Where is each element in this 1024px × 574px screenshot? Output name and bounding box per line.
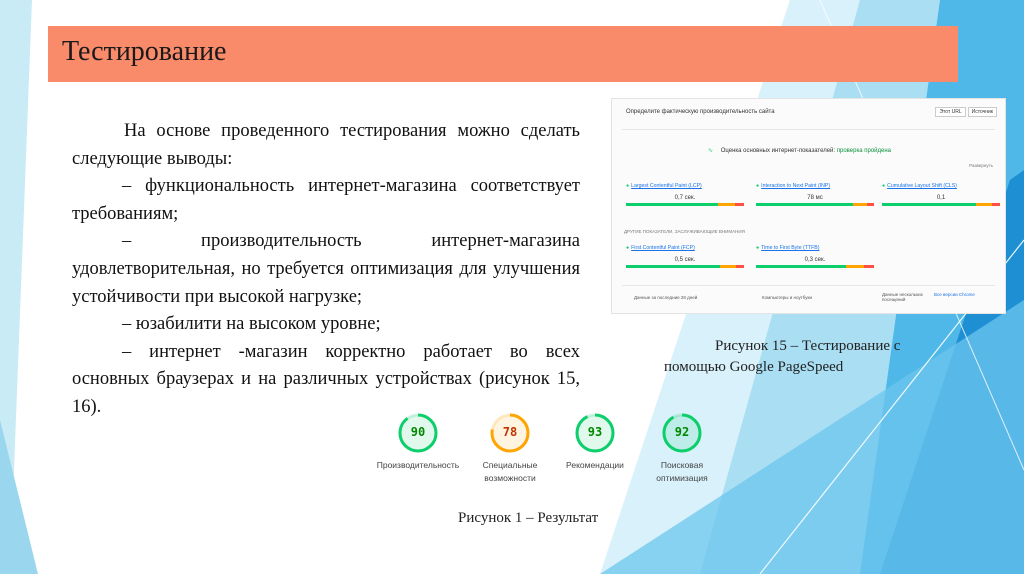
- title-bar: [48, 26, 958, 82]
- bar-segment: [882, 203, 976, 206]
- metric-value: 0,5 сек.: [674, 257, 696, 263]
- pagespeed-header: Определите фактическую производительность сайта: [626, 109, 775, 115]
- metric-inp: [756, 183, 874, 206]
- score-value: 78: [502, 425, 518, 439]
- footer-chrome[interactable]: Все версии Chrome: [934, 292, 975, 297]
- pagespeed-header-buttons: [935, 107, 997, 117]
- score-gauge: [397, 412, 439, 454]
- figure-1-caption: Рисунок 1 – Результат: [458, 510, 599, 526]
- lighthouse-scores: [376, 412, 726, 492]
- source-button[interactable]: Источник: [968, 107, 997, 117]
- paragraph-performance: – производительность интернет-магазина удовлетворительная, но требуется оптимизация для улучшения устойчивости при высокой нагрузке;: [72, 231, 580, 307]
- metric-value: 0,7 сек.: [674, 195, 696, 201]
- score-accessibility: [462, 412, 558, 485]
- metric-cls: [882, 183, 1000, 206]
- score-seo: [634, 412, 730, 485]
- score-best-practices: [547, 412, 643, 472]
- bar-segment: [853, 203, 867, 206]
- score-gauge: [489, 412, 531, 454]
- other-metrics-heading: ДРУГИЕ ПОКАЗАТЕЛИ, ЗАСЛУЖИВАЮЩИЕ ВНИМАНИЯ: [624, 229, 745, 234]
- bar-segment: [736, 265, 744, 268]
- metric-bar: [756, 265, 874, 268]
- slide-title: Тестирование: [62, 36, 227, 67]
- footer-period: Данные за последние 28 дней: [634, 295, 698, 300]
- paragraph-usability: – юзабилити на высоком уровне;: [122, 314, 381, 335]
- score-performance: [370, 412, 466, 472]
- score-gauge: [574, 412, 616, 454]
- metric-bar: [882, 203, 1000, 206]
- divider: [622, 285, 995, 286]
- metric-label[interactable]: ● Time to First Byte (TTFB): [756, 245, 874, 251]
- bar-segment: [735, 203, 744, 206]
- bar-segment: [626, 203, 718, 206]
- metric-bar: [626, 203, 744, 206]
- bar-segment: [976, 203, 991, 206]
- expand-link[interactable]: Развернуть: [969, 163, 993, 168]
- metric-bar: [756, 203, 874, 206]
- bar-segment: [867, 203, 874, 206]
- metric-value: 0,3 сек.: [804, 257, 826, 263]
- score-label: Рекомендации: [566, 460, 624, 470]
- bar-segment: [720, 265, 735, 268]
- metric-label[interactable]: ● Largest Contentful Paint (LCP): [626, 183, 744, 189]
- figure-15-caption: [664, 336, 900, 378]
- pulse-icon: ∿: [708, 148, 714, 154]
- metric-value: 78 мс: [807, 195, 823, 201]
- paragraph-intro: На основе проведенного тестирования можно сделать следующие выводы:: [72, 121, 580, 169]
- pagespeed-screenshot: [611, 98, 1006, 314]
- bar-segment: [864, 265, 874, 268]
- score-value: 90: [410, 425, 426, 439]
- divider: [622, 129, 995, 130]
- metric-bar: [626, 265, 744, 268]
- caption-line-2: помощью Google PageSpeed: [664, 359, 844, 375]
- bar-segment: [992, 203, 1000, 206]
- assessment-status: проверка пройдена: [836, 148, 891, 154]
- metric-fcp: [626, 245, 744, 268]
- metric-label[interactable]: ● Cumulative Layout Shift (CLS): [882, 183, 1000, 189]
- score-gauge: [661, 412, 703, 454]
- caption-line-1: Рисунок 15 – Тестирование с: [715, 338, 901, 354]
- bar-segment: [626, 265, 720, 268]
- score-label: Поисковая оптимизация: [656, 460, 708, 483]
- footer-visits: Данные нескольких посещений: [882, 292, 923, 302]
- bar-segment: [756, 265, 846, 268]
- metric-value: 0,1: [936, 195, 946, 201]
- bar-segment: [846, 265, 864, 268]
- assessment-prefix: Оценка основных интернет-показателей:: [720, 148, 836, 154]
- this-url-button[interactable]: Этот URL: [935, 107, 965, 117]
- bar-segment: [718, 203, 735, 206]
- metric-label[interactable]: ● Interaction to Next Paint (INP): [756, 183, 874, 189]
- assessment-line: [708, 147, 891, 154]
- score-value: 93: [587, 425, 603, 439]
- footer-device: Компьютеры и ноутбуки: [762, 295, 812, 300]
- metric-ttfb: [756, 245, 874, 268]
- score-label: Специальные возможности: [482, 460, 538, 483]
- metric-label[interactable]: ● First Contentful Paint (FCP): [626, 245, 744, 251]
- bar-segment: [756, 203, 853, 206]
- score-value: 92: [674, 425, 690, 439]
- paragraph-compatibility: – интернет -магазин корректно работает во всех основных браузерах и на различных устройствах (рисунок 15, 16).: [72, 341, 580, 417]
- body-text: [72, 118, 580, 422]
- metric-lcp: [626, 183, 744, 206]
- paragraph-functionality: – функциональность интернет-магазина соответствует требованиям;: [72, 176, 580, 224]
- score-label: Производительность: [376, 460, 460, 470]
